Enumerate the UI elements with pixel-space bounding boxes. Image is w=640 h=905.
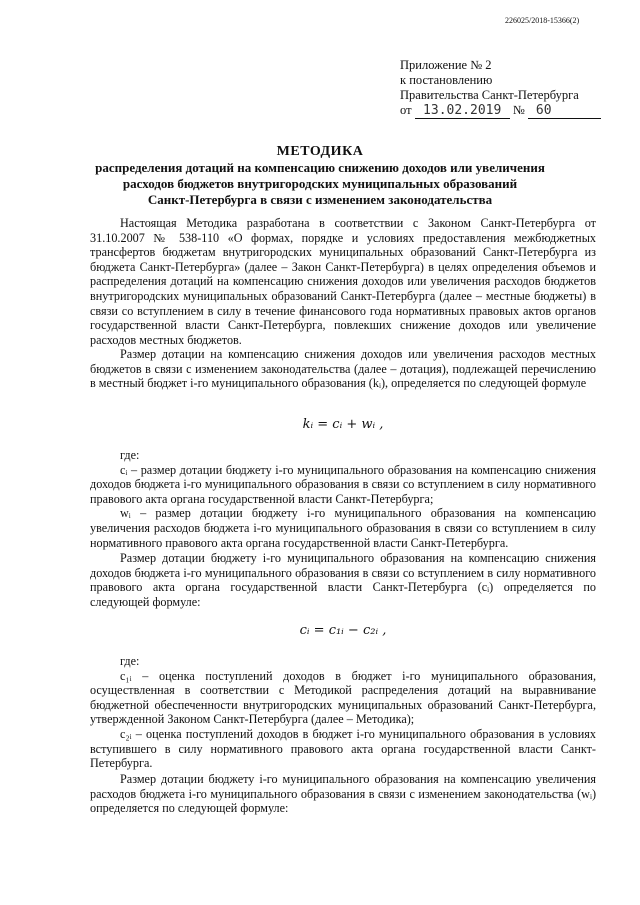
definition-c: cᵢ – размер дотации бюджету i-го муниципального образования на компенсацию снижения доходов бюджета i-го муниципального образования в связи со вступлением в силу нормативного правового акта органа государственной власти Санкт-Петербурга; [90,462,596,506]
definitions-2 [90,654,596,771]
definitions-1 [90,448,596,550]
subtitle-line-2: расходов бюджетов внутригородских муниципальных образований [122,176,518,191]
formula-k: kᵢ = cᵢ + wᵢ , [302,417,384,432]
appendix-block [400,58,601,119]
document-subtitle [60,160,580,208]
document-title: МЕТОДИКА [276,144,364,159]
appendix-line-3: Правительства Санкт-Петербурга [400,88,579,102]
paragraph-w-size [90,772,596,816]
w-size-text: Размер дотации бюджету i-го муниципального образования на компенсацию увеличения расходов бюджета i-го муниципального образования в связи с изменением законодательства (wᵢ) определяется по следующей формуле: [90,772,596,816]
definition-c1: c₁ᵢ – оценка поступлений доходов в бюджет i-го муниципального образования, осуществленная в соответствии с Методикой распределения дотаций на выравнивание бюджетной обеспеченности внутригородских муниципальных образований Санкт-Петербурга, утвержденной Законом Санкт-Петербурга (далее – Методика); [90,668,596,727]
c-size-text: Размер дотации бюджету i-го муниципального образования на компенсацию снижения доходов бюджета i-го муниципального образования в связи со вступлением в силу нормативного правового акта органа государственной власти Санкт-Петербурга (cᵢ) определяется по следующей формуле: [90,551,596,609]
definition-w: wᵢ – размер дотации бюджету i-го муниципального образования на компенсацию увеличения расходов бюджета i-го муниципального образования в связи со вступлением в силу нормативного правового акта органа государственной власти Санкт-Петербурга. [90,506,596,550]
paragraph-c-size [90,551,596,609]
subtitle-line-3: Санкт-Петербурга в связи с изменением законодательства [147,192,493,207]
date-prefix: от [400,103,412,117]
appendix-line-2: к постановлению [400,73,493,87]
handwritten-date: 13.02.2019 [415,103,510,119]
where-label-1: где: [120,448,140,462]
appendix-date-line [400,103,601,119]
paragraph-intro [90,216,596,347]
dotation-size-text: Размер дотации на компенсацию снижения доходов или увеличения расходов местных бюджетов в связи с изменением законодательства (далее – дотация), подлежащей перечислению в местный бюджет i-го муниципального образования (kᵢ), определяется по следующей формуле [90,347,596,391]
appendix-line-1: Приложение № 2 [400,58,492,72]
formula-c: cᵢ = c₁ᵢ − c₂ᵢ , [299,623,387,638]
where-label-2: где: [120,654,140,668]
handwritten-number: 60 [528,103,601,119]
intro-text: Настоящая Методика разработана в соответствии с Законом Санкт-Петербурга от 31.10.2007 № 538-110 «О формах, порядке и условиях предоставления межбюджетных трансфертов бюджетам внутригородских муниципальных образований Санкт-Петербурга из бюджета Санкт-Петербурга» (далее – Закон Санкт-Петербурга) в целях определения объемов и распределения дотаций на компенсацию снижения доходов или увеличения расходов бюджетов внутригородских муниципальных образований Санкт-Петербурга (далее – местные бюджеты) в связи со вступлением в силу в течение финансового года нормативных правовых актов органов государственной власти Санкт-Петербурга, повлекших снижение доходов или увеличение расходов местных бюджетов. [90,216,596,347]
document-number: 226025/2018-15366(2) [505,16,580,25]
subtitle-line-1: распределения дотаций на компенсацию снижению доходов или увеличения [95,160,545,175]
number-prefix: № [512,103,525,117]
paragraph-dotation-size [90,347,596,391]
definition-c2: c₂ᵢ – оценка поступлений доходов в бюджет i-го муниципального образования в условиях вступившего в силу нормативного правового акта органа государственной власти Санкт-Петербурга. [90,726,596,771]
